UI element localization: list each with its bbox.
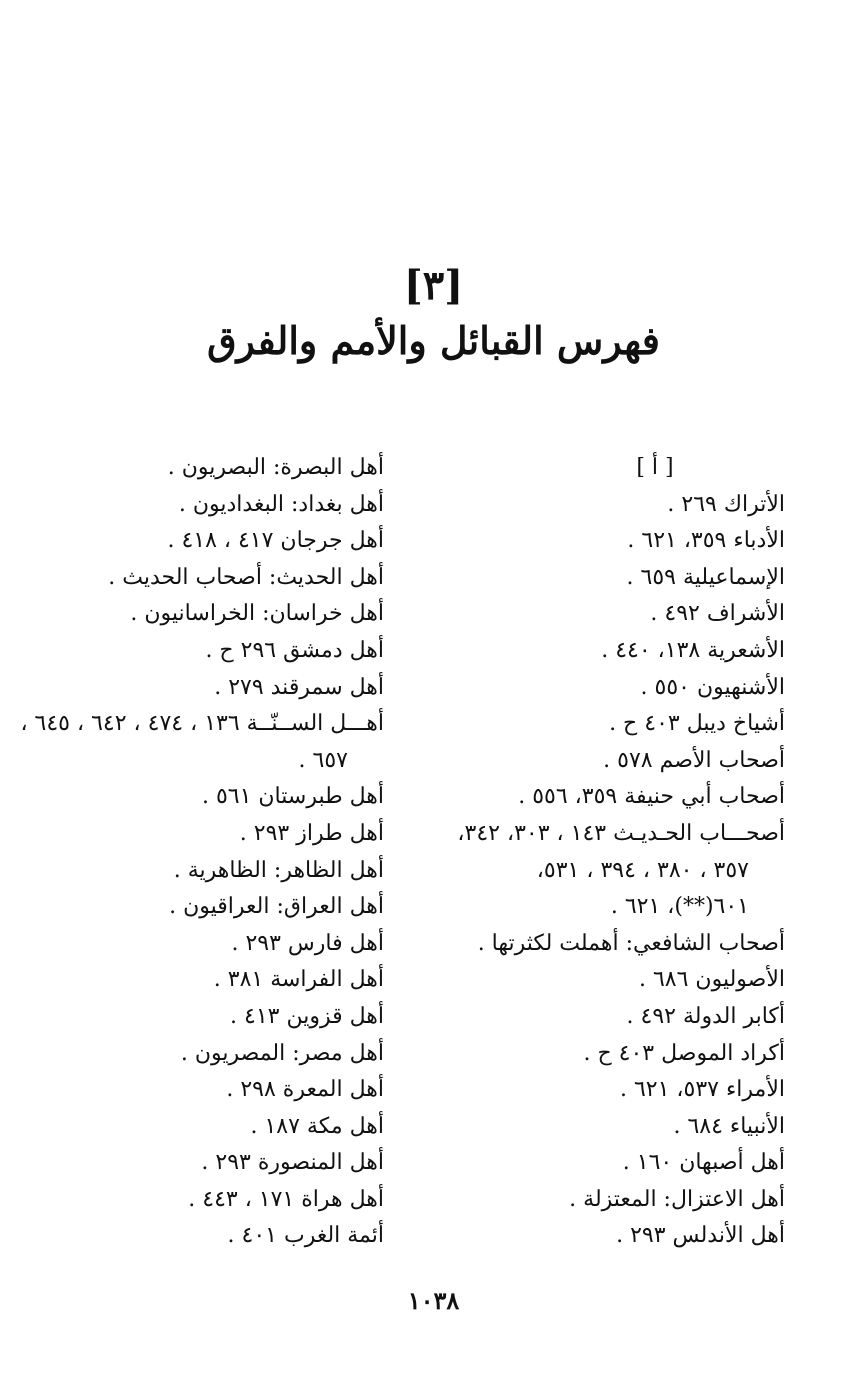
index-entry: أهل الأندلس ٢٩٣ . [616, 1223, 785, 1249]
index-entry: أصحـــاب الحـديـث ١٤٣ ، ٣٠٣، ٣٤٢، [457, 820, 785, 846]
index-entry: الأشنهيون ٥٥٠ . [640, 674, 785, 700]
index-entry: أهل جرجان ٤١٧ ، ٤١٨ . [167, 528, 384, 554]
index-entry: أهل البصرة: البصريون . [167, 455, 384, 480]
index-entry: الأنبياء ٦٨٤ . [673, 1113, 785, 1139]
index-entry: أهل المعرة ٢٩٨ . [226, 1077, 384, 1103]
index-entry-continuation: ٦٥٧ . [298, 747, 348, 773]
index-entry: أكابر الدولة ٤٩٢ . [626, 1003, 785, 1029]
index-entry: أهل المنصورة ٢٩٣ . [201, 1150, 384, 1176]
index-entry: الأشراف ٤٩٢ . [650, 601, 785, 627]
index-entry: أهل الاعتزال: المعتزلة . [569, 1186, 785, 1212]
index-column-left [20, 450, 384, 1255]
index-entry: أهـــل الســنّــة ١٣٦ ، ٤٧٤ ، ٦٤٢ ، ٦٤٥ ، [20, 711, 384, 737]
index-entry: أهل العراق: العراقيون . [169, 894, 384, 920]
index-entry: أهل الفراسة ٣٨١ . [213, 967, 384, 993]
index-entry: أصحاب الشافعي: أهملت لكثرتها . [477, 930, 785, 956]
index-entry: أصحاب أبي حنيفة ٣٥٩، ٥٥٦ . [518, 784, 785, 810]
index-entry: أهل سمرقند ٢٧٩ . [214, 674, 384, 700]
index-entry: أهل قزوين ٤١٣ . [230, 1003, 384, 1029]
index-entry: أهل مكة ١٨٧ . [250, 1113, 384, 1139]
index-entry: الأصوليون ٦٨٦ . [638, 967, 785, 993]
index-entry: أصحاب الأصم ٥٧٨ . [603, 747, 785, 773]
index-entry: أهل بغداد: البغداديون . [178, 491, 384, 517]
index-entry: الأدباء ٣٥٩، ٦٢١ . [627, 528, 785, 554]
index-entry: أهل طراز ٢٩٣ . [239, 820, 384, 846]
index-entry: أكراد الموصل ٤٠٣ ح . [583, 1040, 785, 1066]
index-entry-continuation: ٦٠١(**)، ٦٢١ . [610, 894, 749, 920]
index-entry: أهل الظاهر: الظاهرية . [173, 857, 384, 883]
index-entry: أهل خراسان: الخراسانيون . [130, 601, 384, 627]
index-entry-continuation: ٣٥٧ ، ٣٨٠ ، ٣٩٤ ، ٥٣١، [536, 857, 749, 883]
index-entry: الأشعرية ١٣٨، ٤٤٠ . [601, 637, 785, 663]
index-entry: الإسماعيلية ٦٥٩ . [626, 564, 785, 590]
index-letter-heading: [ أ ] [636, 455, 674, 480]
index-entry: الأتراك ٢٦٩ . [667, 491, 785, 517]
index-entry: أهل مصر: المصريون . [180, 1040, 384, 1066]
page-title: فهرس القبائل والأمم والفرق [207, 318, 660, 363]
index-entry: أهل فارس ٢٩٣ . [231, 930, 384, 956]
index-entry: الأمراء ٥٣٧، ٦٢١ . [619, 1077, 785, 1103]
index-entry: أشياخ ديبل ٤٠٣ ح . [609, 711, 785, 737]
section-number: [٣] [403, 262, 464, 309]
index-entry: أهل هراة ١٧١ ، ٤٤٣ . [188, 1186, 384, 1212]
index-entry: أهل الحديث: أصحاب الحديث . [108, 564, 384, 590]
index-entry: أئمة الغرب ٤٠١ . [227, 1223, 384, 1249]
index-entry: أهل دمشق ٢٩٦ ح . [205, 637, 384, 663]
index-entry: أهل أصبهان ١٦٠ . [622, 1150, 785, 1176]
page-number: ١٠٣٨ [407, 1286, 460, 1315]
index-column-right [385, 450, 785, 1255]
index-entry: أهل طبرستان ٥٦١ . [201, 784, 384, 810]
